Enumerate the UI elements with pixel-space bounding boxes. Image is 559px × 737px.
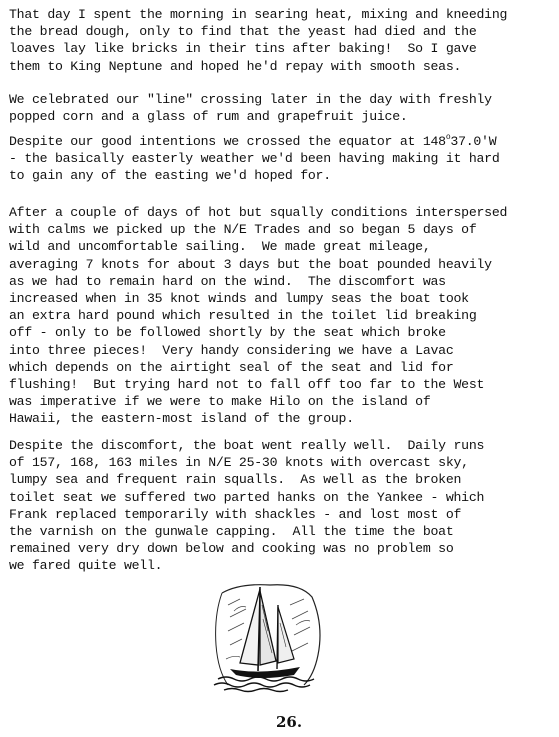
degree-mark: o	[445, 132, 451, 142]
foresail	[240, 589, 260, 665]
sketch-border-line	[222, 585, 320, 685]
equator-text-end: 37.0'W - the basically easterly weather we'd been having making it hard to gain any of the easting we'd hoped for.	[9, 134, 500, 184]
paragraph-trades-sailing: After a couple of days of hot but squally conditions interspersed with calms we picked up the N/E Trades and so began 5 days of wild and uncomfortable sailing. We made great mileage, averaging 7 knots for about 3 days but the boat pounded heavily as we had to remain hard on the wind. The discomfort was increased when in 35 knot winds and lumpy seas the boat took an extra hard pound which resulted in the toilet lid breaking off - only to be followed shortly by the seat which broke into three pieces! Very handy considering we have a Lavac which depends on the airtight seal of the seat and lid for flushing! But trying hard not to fall off too far to the West was imperative if we were to make Hilo on the island of Hawaii, the eastern-most island of the group.	[9, 205, 508, 427]
sea-waves	[214, 677, 314, 692]
sketch-left-border	[216, 593, 228, 685]
equator-text-start: Despite our good intentions we crossed the equator at 148	[9, 134, 446, 149]
page-number: 26.	[276, 713, 303, 731]
mizzen-sail	[278, 607, 294, 663]
paragraph-equator	[9, 133, 499, 185]
paragraph-daily-runs: Despite the discomfort, the boat went really well. Daily runs of 157, 168, 163 miles in N/E 25-30 knots with overcast sky, lumpy sea and frequent rain squalls. As well as the broken toilet seat we suffered two parted hanks on the Yankee - which Frank replaced temporarily with shackles - and lost most of the varnish on the gunwale capping. All the time the boat remained very dry down below and cooking was no problem so we fared quite well.	[9, 438, 485, 574]
sailboat-sketch-illustration	[200, 575, 330, 695]
mainsail	[260, 591, 276, 665]
paragraph-bread-baking: That day I spent the morning in searing heat, mixing and kneeding the bread dough, only to find that the yeast had died and the loaves lay like bricks in their tins after baking! So I gave them to King Neptune and hoped he'd repay with smooth seas.	[9, 7, 508, 74]
paragraph-line-crossing: We celebrated our "line" crossing later in the day with freshly popped corn and a glass of rum and grapefruit juice.	[9, 92, 492, 125]
